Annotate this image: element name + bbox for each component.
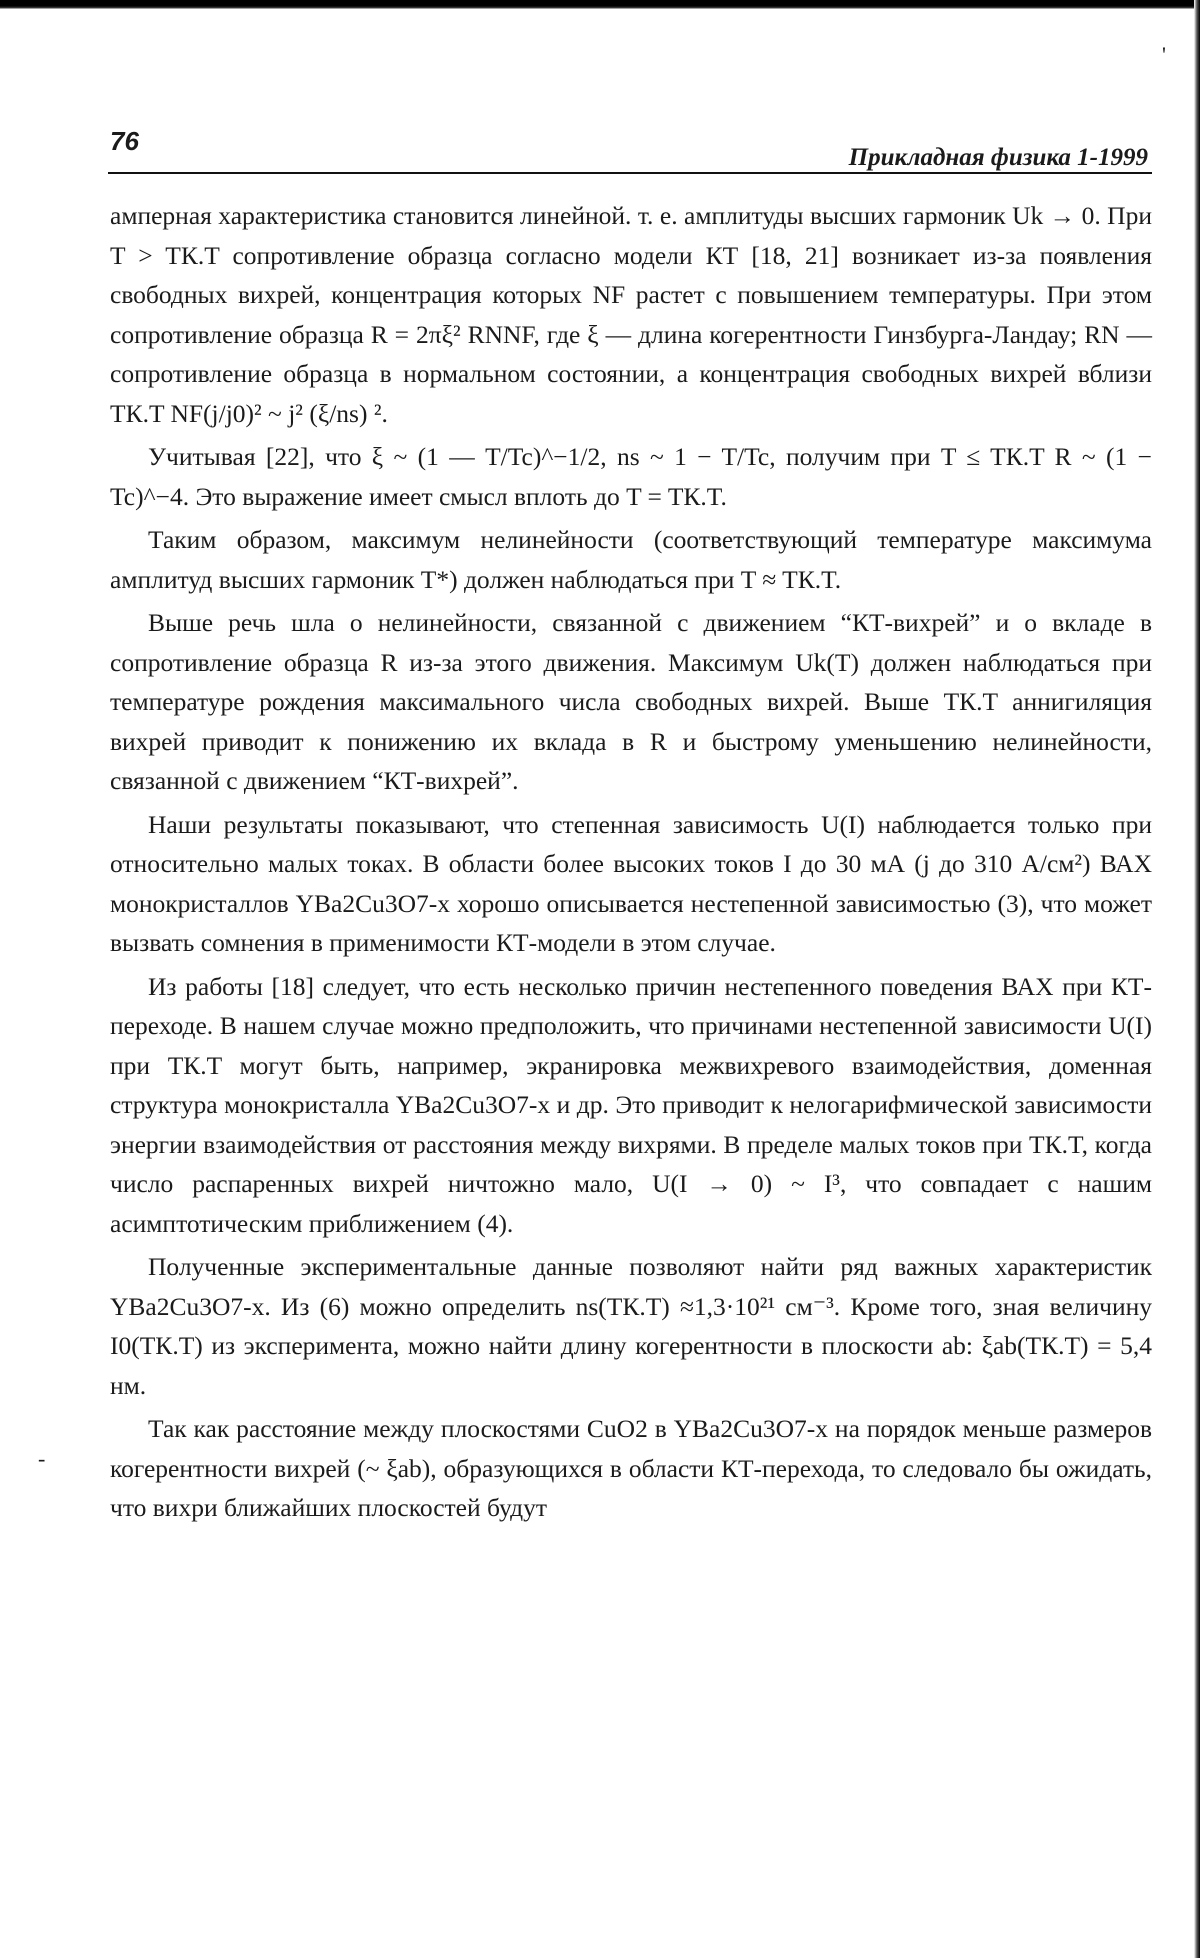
header-rule: [108, 172, 1152, 174]
paragraph-3: Таким образом, максимум нелинейности (соответствующий температуре максимума амплитуд высших гармоник T*) должен наблюдаться при T ≈ TК.T.: [110, 525, 1152, 594]
scan-edge-top: [0, 0, 1200, 9]
text-body: [110, 196, 1152, 1528]
running-title: Прикладная физика 1-1999: [848, 144, 1148, 171]
paragraph-1: амперная характеристика становится линейной. т. е. амплитуды высших гармоник Uk → 0. При T > TК.T сопротивление образца согласно модели КТ [18, 21] возникает из-за появления свободных вихрей, концентрация которых NF растет с повышением температуры. При этом сопротивление образца R = 2πξ² RNNF, где ξ — длина когерентности Гинзбурга-Ландау; RN — сопротивление образца в нормальном состоянии, а концентрация свободных вихрей вблизи TК.T NF(j/j0)² ~ j² (ξ/ns) ².: [110, 201, 1152, 428]
paragraph-8: Так как расстояние между плоскостями CuO2 в YBa2Cu3O7-x на порядок меньше размеров когерентности вихрей (~ ξab), образующихся в области КТ-перехода, то следовало бы ожидать, что вихри ближайших плоскостей будут: [110, 1414, 1152, 1522]
margin-mark-left-dash: -: [38, 1446, 46, 1471]
scan-edge-right: [1194, 0, 1200, 1958]
paragraph-5: Наши результаты показывают, что степенная зависимость U(I) наблюдается только при относительно малых токах. В области более высоких токов I до 30 мА (j до 310 А/см²) ВАХ монокристаллов YBa2Cu3O7-x хорошо описывается нестепенной зависимостью (3), что может вызвать сомнения в применимости КТ-модели в этом случае.: [110, 809, 1152, 957]
paragraph-6: Из работы [18] следует, что есть несколько причин нестепенного поведения ВАХ при КТ-переходе. В нашем случае можно предположить, что причинами нестепенной зависимости U(I) при TК.T могут быть, например, экранировка межвихревого взаимодействия, доменная структура монокристалла YBa2Cu3O7-x и др. Это приводит к нелогарифмической зависимости энергии взаимодействия от расстояния между вихрями. В пределе малых токов при TК.T, когда число распаренных вихрей ничтожно мало, U(I → 0) ~ I³, что совпадает с нашим асимптотическим приближением (4).: [110, 971, 1152, 1238]
paragraph-7: Полученные экспериментальные данные позволяют найти ряд важных характеристик YBa2Cu3O7-x. Из (6) можно определить ns(TК.T) ≈1,3·10²¹ см⁻³. Кроме того, зная величину I0(TК.T) из эксперимента, можно найти длину когерентности в плоскости ab: ξab(TК.T) = 5,4 нм.: [110, 1252, 1152, 1400]
paragraph-2: Учитывая [22], что ξ ~ (1 — T/Tc)^−1/2, ns ~ 1 − T/Tc, получим при T ≤ TК.T R ~ (1 − Tc)^−4. Это выражение имеет смысл вплоть до T = TК.T.: [110, 442, 1152, 511]
paragraph-4: Выше речь шла о нелинейности, связанной с движением “КТ-вихрей” и о вкладе в сопротивление образца R из-за этого движения. Максимум Uk(T) должен наблюдаться при температуре рождения максимального числа свободных вихрей. Выше TК.T аннигиляция вихрей приводит к понижению их вклада в R и быстрому уменьшению нелинейности, связанной с движением “КТ-вихрей”.: [110, 608, 1152, 795]
page-number: 76: [110, 126, 139, 156]
margin-mark-top-right: ': [1162, 42, 1166, 67]
